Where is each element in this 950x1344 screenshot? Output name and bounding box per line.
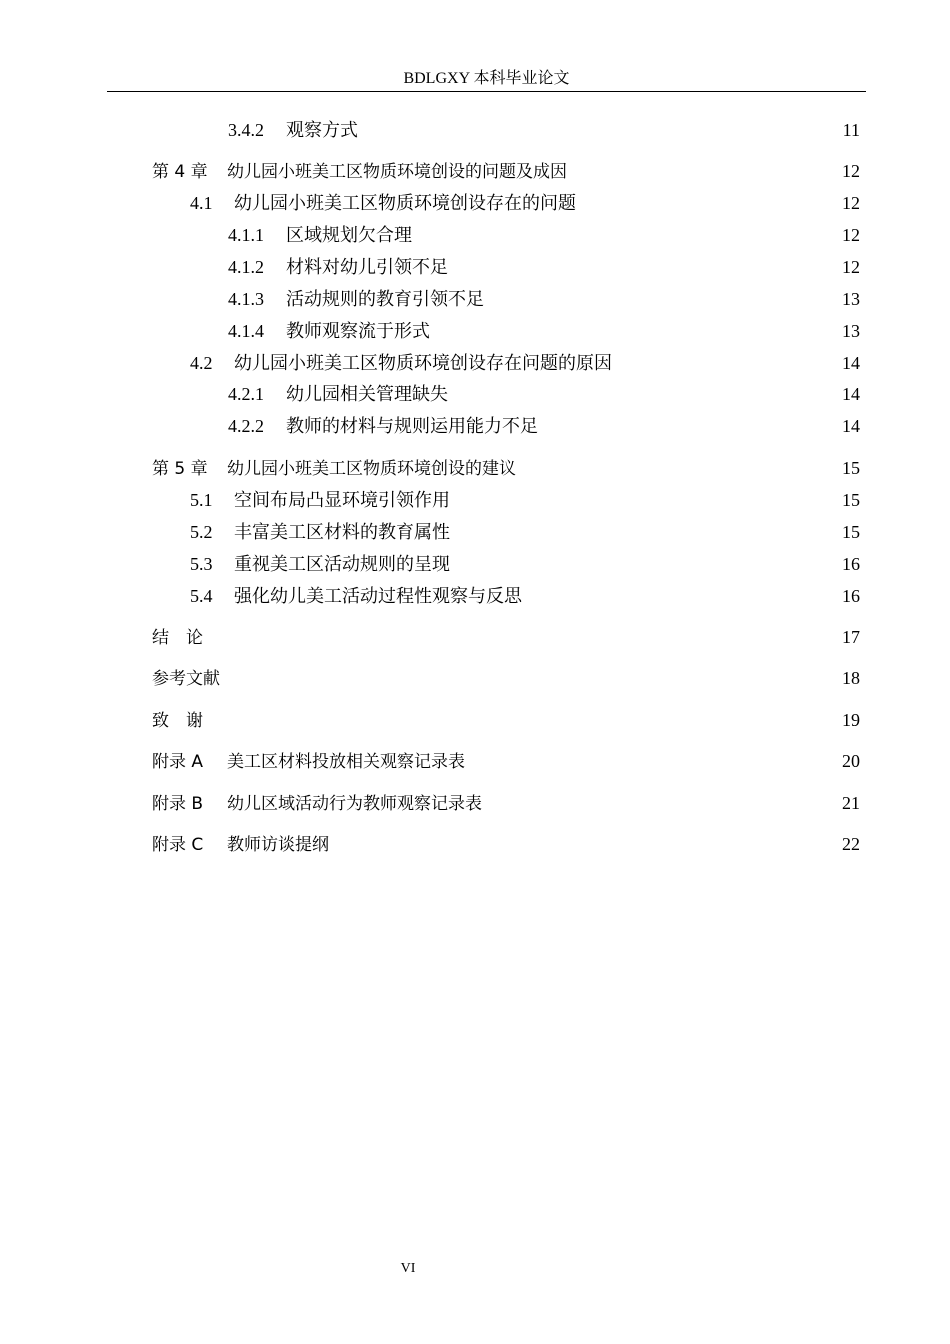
toc-entry[interactable] xyxy=(152,666,860,690)
toc-entry-number: 第 4 章 xyxy=(152,162,208,182)
toc-entry-title: 幼儿园小班美工区物质环境创设的问题及成因 xyxy=(227,162,567,182)
toc-entry-number: 4.2 xyxy=(190,353,213,373)
toc-entry-title: 空间布局凸显环境引领作用 xyxy=(234,490,450,510)
toc-entry-page: 12 xyxy=(842,225,860,245)
toc-entry[interactable] xyxy=(152,159,860,183)
toc-entry[interactable] xyxy=(152,351,860,375)
toc-entry-page: 14 xyxy=(842,353,860,373)
toc-entry-page: 12 xyxy=(842,257,860,277)
toc-entry-page: 16 xyxy=(842,554,860,574)
toc-entry-page: 13 xyxy=(842,289,860,309)
header-rule xyxy=(107,91,866,92)
toc-entry[interactable] xyxy=(152,456,860,480)
toc-entry-title: 丰富美工区材料的教育属性 xyxy=(234,522,450,542)
toc-entry-number: 3.4.2 xyxy=(228,120,264,140)
toc-entry-page: 15 xyxy=(842,458,860,478)
toc-entry[interactable] xyxy=(152,382,860,406)
toc-entry-page: 21 xyxy=(842,793,860,813)
toc-entry-number: 5.2 xyxy=(190,522,213,542)
toc-entry[interactable] xyxy=(152,223,860,247)
toc-entry[interactable] xyxy=(152,255,860,279)
toc-entry-page: 15 xyxy=(842,522,860,542)
toc-entry-number: 4.1.2 xyxy=(228,257,264,277)
toc-entry-title: 致 谢 xyxy=(152,711,203,731)
toc-entry-page: 11 xyxy=(842,120,860,140)
running-header: BDLGXY 本科毕业论文 xyxy=(403,70,570,87)
toc-entry-title: 教师观察流于形式 xyxy=(286,321,430,341)
toc-entry-number: 4.1.1 xyxy=(228,225,264,245)
toc-entry-title: 幼儿园小班美工区物质环境创设的建议 xyxy=(227,459,516,479)
toc-entry-page: 20 xyxy=(842,751,860,771)
toc-entry[interactable] xyxy=(152,625,860,649)
toc-entry-number: 附录 C xyxy=(152,835,204,855)
toc-entry-page: 19 xyxy=(842,710,860,730)
toc-entry[interactable] xyxy=(152,414,860,438)
toc-entry-page: 12 xyxy=(842,193,860,213)
toc-entry-number: 附录 B xyxy=(152,794,204,814)
toc-entry-title: 幼儿园小班美工区物质环境创设存在的问题 xyxy=(234,193,576,213)
toc-entry-title: 结 论 xyxy=(152,628,203,648)
toc-entry[interactable] xyxy=(152,832,860,856)
toc-entry[interactable] xyxy=(152,319,860,343)
toc-entry-number: 5.1 xyxy=(190,490,213,510)
toc-entry[interactable] xyxy=(152,287,860,311)
toc-entry-title: 强化幼儿美工活动过程性观察与反思 xyxy=(234,586,522,606)
toc-entry-title: 区域规划欠合理 xyxy=(286,225,412,245)
toc-entry-title: 材料对幼儿引领不足 xyxy=(286,257,448,277)
toc-entry[interactable] xyxy=(152,749,860,773)
toc-entry-number: 4.2.2 xyxy=(228,416,264,436)
toc-entry[interactable] xyxy=(152,191,860,215)
toc-entry[interactable] xyxy=(152,520,860,544)
toc-entry[interactable] xyxy=(152,118,860,142)
toc-entry-number: 4.1 xyxy=(190,193,213,213)
toc-entry[interactable] xyxy=(152,488,860,512)
toc-entry[interactable] xyxy=(152,708,860,732)
toc-entry-page: 15 xyxy=(842,490,860,510)
toc-entry-page: 22 xyxy=(842,834,860,854)
toc-entry-title: 幼儿园相关管理缺失 xyxy=(286,384,448,404)
toc-entry-title: 教师访谈提纲 xyxy=(227,835,329,855)
toc-entry-title: 美工区材料投放相关观察记录表 xyxy=(227,752,465,772)
toc-entry-number: 5.3 xyxy=(190,554,213,574)
toc-entry-title: 教师的材料与规则运用能力不足 xyxy=(286,416,538,436)
toc-entry-page: 14 xyxy=(842,384,860,404)
page-number: VI xyxy=(400,1261,416,1276)
toc-entry-number: 附录 A xyxy=(152,752,204,772)
toc-entry-page: 13 xyxy=(842,321,860,341)
toc-entry-page: 17 xyxy=(842,627,860,647)
toc-entry-number: 5.4 xyxy=(190,586,213,606)
toc-entry-page: 14 xyxy=(842,416,860,436)
toc-entry-title: 活动规则的教育引领不足 xyxy=(286,289,484,309)
toc-entry-title: 重视美工区活动规则的呈现 xyxy=(234,554,450,574)
toc-entry[interactable] xyxy=(152,552,860,576)
toc-entry-number: 第 5 章 xyxy=(152,459,208,479)
toc-entry-number: 4.1.4 xyxy=(228,321,264,341)
toc-entry-title: 幼儿园小班美工区物质环境创设存在问题的原因 xyxy=(234,353,612,373)
toc-entry-page: 18 xyxy=(842,668,860,688)
toc-entry-page: 12 xyxy=(842,161,860,181)
toc-entry[interactable] xyxy=(152,791,860,815)
toc-entry-number: 4.2.1 xyxy=(228,384,264,404)
toc-entry-number: 4.1.3 xyxy=(228,289,264,309)
toc-entry-title: 参考文献 xyxy=(152,669,220,689)
toc-entry[interactable] xyxy=(152,584,860,608)
toc-entry-title: 观察方式 xyxy=(286,120,358,140)
toc-entry-title: 幼儿区域活动行为教师观察记录表 xyxy=(227,794,482,814)
toc-entry-page: 16 xyxy=(842,586,860,606)
